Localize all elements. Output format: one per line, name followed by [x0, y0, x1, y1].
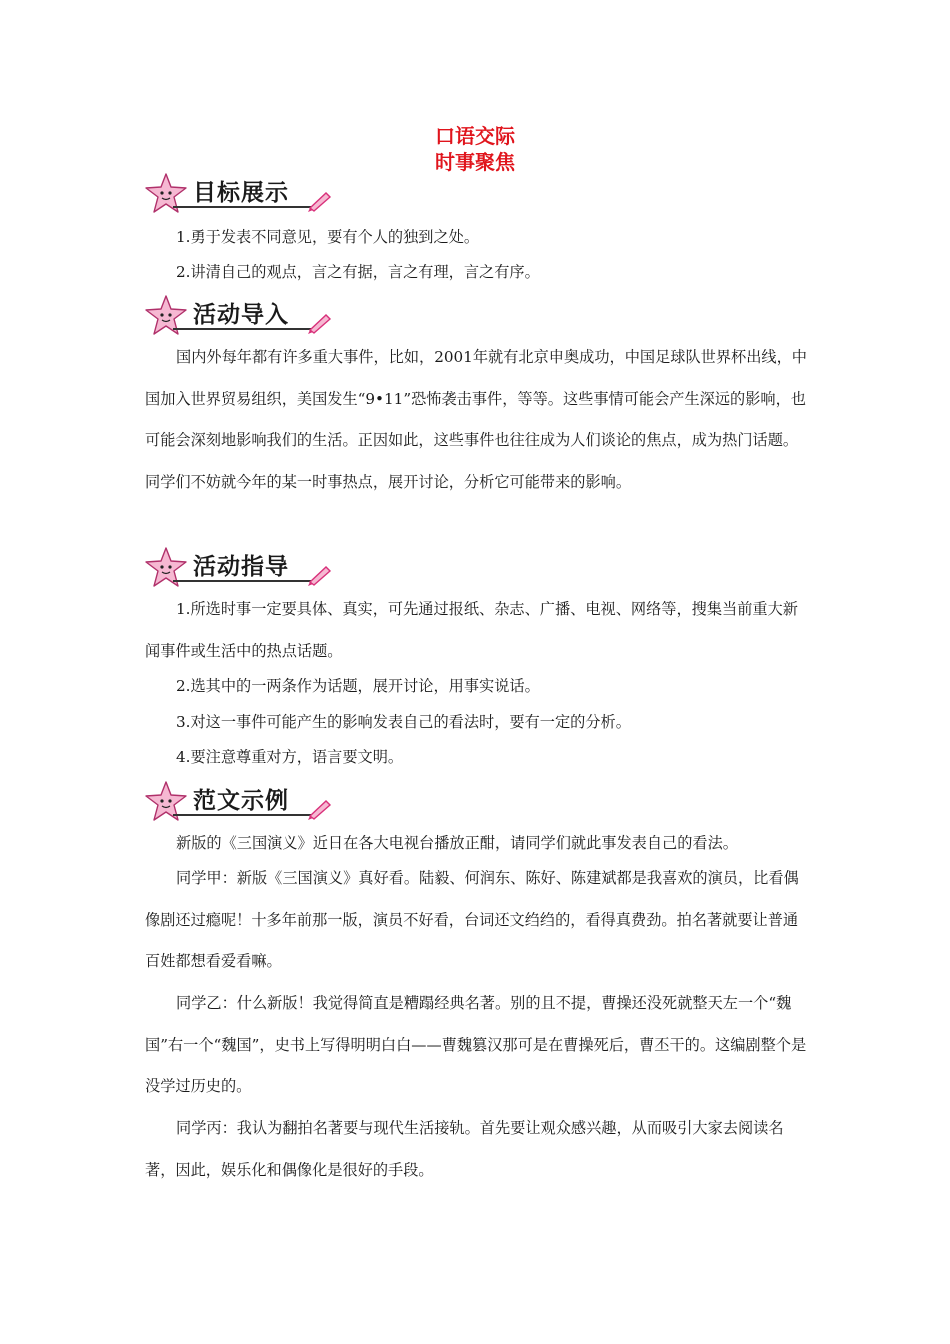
- pen-icon: [307, 190, 333, 212]
- example-paragraph-3: 同学乙：什么新版！我觉得简直是糟蹋经典名著。别的且不提，曹操还没死就整天左一个“魏国”右一个“魏国”，史书上写得明明白白——曹魏篡汉那可是在曹操死后，曹丕干的。这编剧整个是没学过历史的。: [145, 994, 807, 1095]
- star-mascot-icon: [143, 546, 189, 590]
- goal-item-2: 2.讲清自己的观点，言之有据，言之有理，言之有序。: [176, 263, 540, 281]
- section-header-guide: [143, 546, 343, 590]
- pen-icon: [307, 564, 333, 586]
- section-header-intro: [143, 294, 343, 338]
- document-subtitle: 时事聚焦: [435, 150, 515, 174]
- section-heading: 活动指导: [193, 554, 289, 580]
- pen-icon: [307, 312, 333, 334]
- example-paragraph-4: 同学丙：我认为翻拍名著要与现代生活接轨。首先要让观众感兴趣，从而吸引大家去阅读名著，因此，娱乐化和偶像化是很好的手段。: [145, 1119, 784, 1179]
- intro-paragraph: 国内外每年都有许多重大事件，比如，2001年就有北京申奥成功，中国足球队世界杯出线，中国加入世界贸易组织，美国发生“9•11”恐怖袭击事件，等等。这些事情可能会产生深远的影响，也可能会深刻地影响我们的生活。正因如此，这些事件也往往成为人们谈论的焦点，成为热门话题。同学们不妨就今年的某一时事热点，展开讨论，分析它可能带来的影响。: [145, 348, 807, 491]
- guide-item-2: 2.选其中的一两条作为话题，展开讨论，用事实说话。: [176, 677, 540, 695]
- pen-icon: [307, 798, 333, 820]
- section-divider: [173, 580, 318, 582]
- section-divider: [173, 814, 318, 816]
- section-heading: 范文示例: [193, 788, 289, 814]
- section-heading: 活动导入: [193, 302, 289, 328]
- goal-item-1: 1.勇于发表不同意见，要有个人的独到之处。: [176, 228, 480, 246]
- section-heading: 目标展示: [193, 180, 289, 206]
- section-divider: [173, 328, 318, 330]
- example-paragraph-2: 同学甲：新版《三国演义》真好看。陆毅、何润东、陈好、陈建斌都是我喜欢的演员，比看偶像剧还过瘾呢！十多年前那一版，演员不好看，台词还文绉绉的，看得真费劲。拍名著就要让普通百姓都想看爱看嘛。: [145, 869, 799, 970]
- document-title: 口语交际: [435, 124, 515, 148]
- guide-item-1: 1.所选时事一定要具体、真实，可先通过报纸、杂志、广播、电视、网络等，搜集当前重大新闻事件或生活中的热点话题。: [145, 600, 798, 660]
- section-header-goals: [143, 172, 343, 216]
- guide-item-4: 4.要注意尊重对方，语言要文明。: [176, 748, 404, 766]
- section-header-example: [143, 780, 343, 824]
- star-mascot-icon: [143, 294, 189, 338]
- guide-item-3: 3.对这一事件可能产生的影响发表自己的看法时，要有一定的分析。: [176, 713, 631, 731]
- star-mascot-icon: [143, 780, 189, 824]
- section-divider: [173, 206, 318, 208]
- star-mascot-icon: [143, 172, 189, 216]
- example-paragraph-1: 新版的《三国演义》近日在各大电视台播放正酣，请同学们就此事发表自己的看法。: [176, 834, 738, 852]
